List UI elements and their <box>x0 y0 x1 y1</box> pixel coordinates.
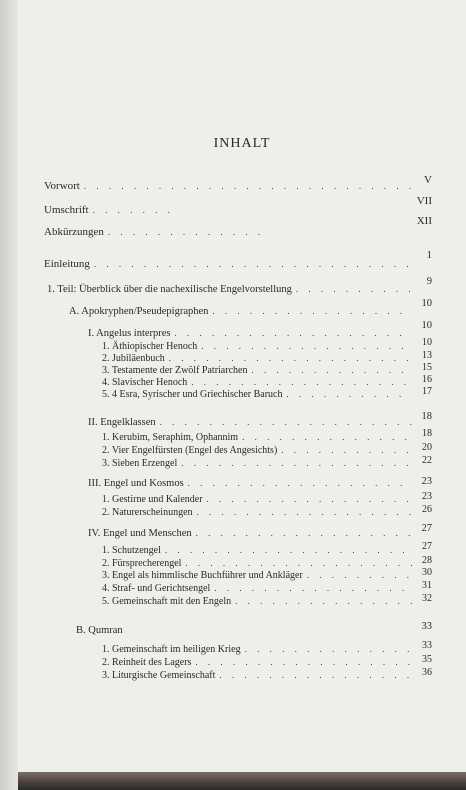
book-spine <box>0 0 18 790</box>
toc-entry-umschrift <box>44 195 432 216</box>
toc-entry-page: 13 <box>422 350 432 361</box>
toc-entry-page: 9 <box>426 276 432 287</box>
toc-entry-label: 2. Reinheit des Lagers <box>102 657 192 668</box>
toc-entry-teil-1 <box>47 276 432 295</box>
toc-entry-label: II. Engelklassen <box>88 417 156 428</box>
toc-entry-label: 5. 4 Esra, Syrischer und Griechischer Baruch <box>102 389 283 400</box>
toc-entry-page: 35 <box>422 654 432 665</box>
toc-entry-page: 27 <box>422 541 432 552</box>
toc-entry-page: 28 <box>422 555 432 566</box>
toc-entry-page: 32 <box>422 593 432 604</box>
toc-entry-label: 3. Sieben Erzengel <box>102 458 178 469</box>
toc-entry-label: 3. Liturgische Gemeinschaft <box>102 670 216 681</box>
toc-entry-item <box>102 580 432 594</box>
toc-entry-page: 30 <box>422 567 432 578</box>
toc-entry-label: 3. Engel als himmlische Buchführer und Ankläger <box>102 570 303 581</box>
toc-entry-page: V <box>424 174 432 186</box>
toc-entry-label: Abkürzungen <box>44 226 104 238</box>
toc-entry-item <box>102 593 432 607</box>
toc-entry-label: 4. Straf- und Gerichtsengel <box>102 583 211 594</box>
toc-entry-page: 1 <box>426 249 432 261</box>
toc-entry-label: 5. Gemeinschaft mit den Engeln <box>102 596 232 607</box>
page-title: INHALT <box>213 136 271 151</box>
toc-entry-page: 18 <box>422 428 432 439</box>
toc-entry-page: 27 <box>421 523 432 534</box>
toc-entry-page: 31 <box>422 580 432 591</box>
toc-entry-item <box>102 374 432 388</box>
toc-entry-label: I. Angelus interpres <box>88 328 171 339</box>
toc-entry-label: 3. Testamente der Zwölf Patriarchen <box>102 365 248 376</box>
toc-entry-item <box>102 504 432 518</box>
toc-entry-item <box>102 541 432 556</box>
book-page <box>18 0 466 772</box>
toc-entry-item <box>102 428 432 443</box>
toc-entry-label: 1. Gestirne und Kalender <box>102 494 203 505</box>
toc-entry-label: 1. Gemeinschaft im heiligen Krieg <box>102 644 241 655</box>
toc-entry-page: 16 <box>422 374 432 385</box>
toc-entry-page: 36 <box>422 667 432 678</box>
toc-entry-label: 2. Jubiläenbuch <box>102 353 165 364</box>
toc-entry-item <box>102 654 432 668</box>
toc-entry-chapter-iii <box>88 478 432 489</box>
toc-entry-item <box>102 386 432 400</box>
toc-entry-page: XII <box>416 215 432 227</box>
toc-entry-chapter-ii <box>88 411 432 428</box>
toc-entry-page: 23 <box>422 491 432 502</box>
toc-entry-label: III. Engel und Kosmos <box>88 478 184 489</box>
toc-entry-label: 2. Vier Engelfürsten (Engel des Angesichts) <box>102 445 278 456</box>
toc-entry-chapter-i <box>88 320 432 339</box>
toc-entry-page: 33 <box>422 640 432 651</box>
toc-entry-item <box>102 491 432 505</box>
toc-entry-page: 10 <box>421 320 432 331</box>
toc-entry-page: 20 <box>422 442 432 453</box>
toc-entry-section-b <box>76 621 432 636</box>
toc-entry-item <box>102 640 432 655</box>
toc-entry-abkuerzungen <box>44 215 432 238</box>
toc-entry-label: A. Apokryphen/Pseudepigraphen <box>69 306 209 317</box>
toc-entry-page: 23 <box>421 476 432 487</box>
toc-entry-page: 10 <box>422 337 432 348</box>
toc-entry-page: 18 <box>421 411 432 422</box>
toc-entry-label: 1. Kerubim, Seraphim, Ophannim <box>102 432 239 443</box>
toc-entry-label: 4. Slavischer Henoch <box>102 377 188 388</box>
toc-entry-label: 1. Äthiopischer Henoch <box>102 341 198 352</box>
toc-entry-item <box>102 555 432 569</box>
page-bottom-edge <box>18 772 466 790</box>
toc-entry-label: IV. Engel und Menschen <box>88 528 192 539</box>
toc-entry-label: Einleitung <box>44 258 90 270</box>
toc-entry-chapter-iv <box>88 523 432 539</box>
toc-entry-page: 22 <box>422 455 432 466</box>
toc-entry-label: 1. Schutzengel <box>102 545 161 556</box>
toc-entry-label: 1. Teil: Überblick über die nachexilische Engelvorstellung <box>47 284 292 295</box>
toc-entry-label: Vorwort <box>44 180 80 192</box>
toc-entry-label: Umschrift <box>44 204 89 216</box>
toc-entry-item <box>102 667 432 681</box>
toc-entry-page: 33 <box>421 621 432 632</box>
toc-entry-item <box>102 350 432 364</box>
toc-entry-label: 2. Fürsprecherengel <box>102 558 182 569</box>
toc-entry-item <box>102 337 432 352</box>
toc-entry-page: 26 <box>422 504 432 515</box>
toc-entry-section-a <box>69 298 432 317</box>
toc-entry-page: VII <box>416 195 432 207</box>
toc-entry-item <box>102 567 432 581</box>
toc-entry-page: 17 <box>422 386 432 397</box>
toc-entry-label: 2. Naturerscheinungen <box>102 507 193 518</box>
toc-entry-einleitung <box>44 249 432 270</box>
toc-entry-page: 10 <box>421 298 432 309</box>
toc-entry-item <box>102 362 432 376</box>
toc-entry-item <box>102 455 432 469</box>
toc-entry-label: B. Qumran <box>76 625 123 636</box>
toc-entry-page: 15 <box>422 362 432 373</box>
toc-entry-item <box>102 442 432 456</box>
toc-entry-vorwort <box>44 174 432 192</box>
